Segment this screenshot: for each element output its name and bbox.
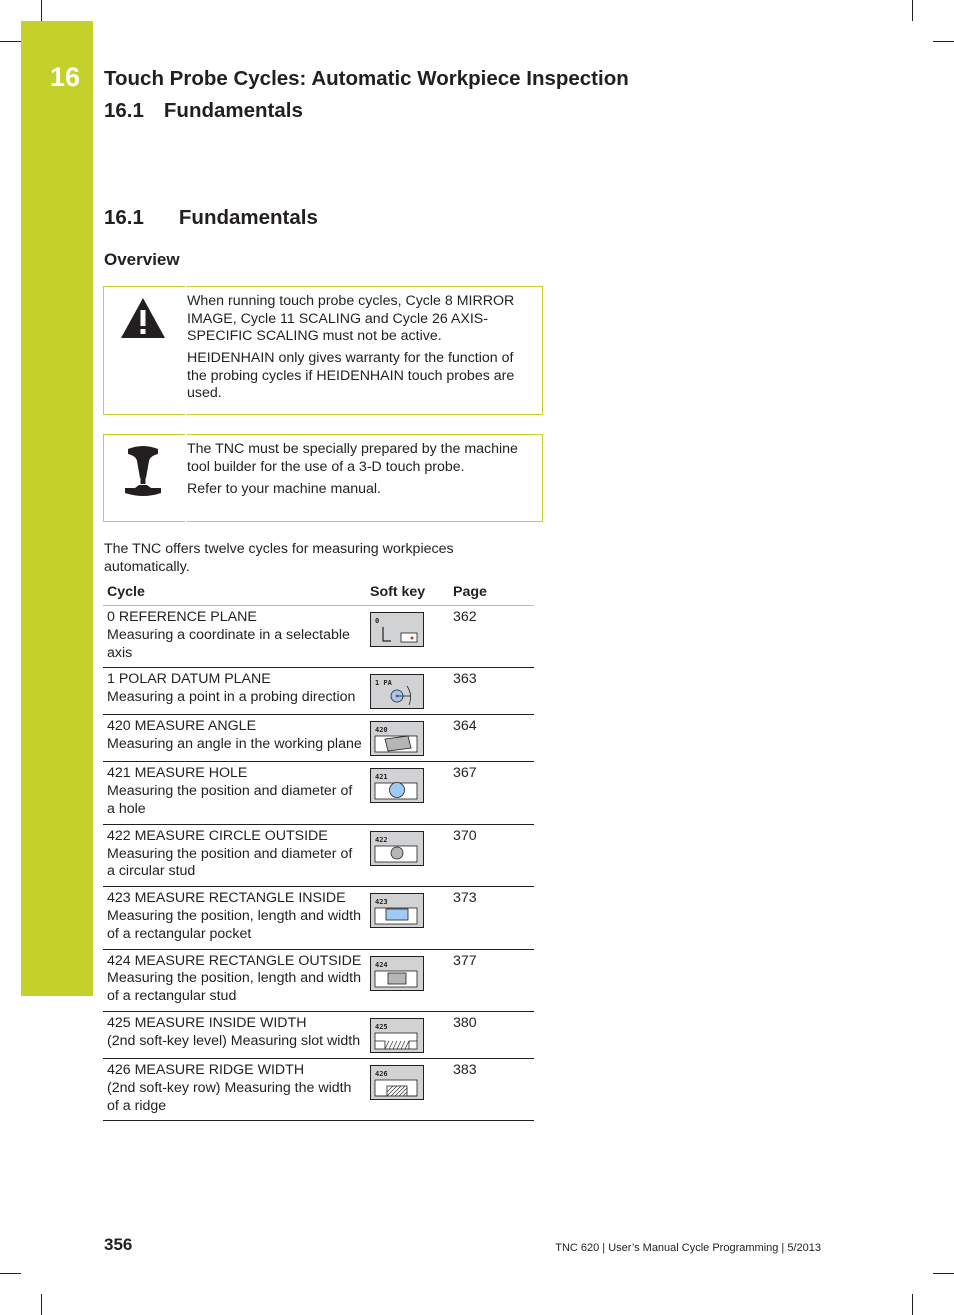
column-header-softkey: Soft key [366,580,449,606]
crop-mark [912,1294,913,1315]
page-cell: 362 [449,606,534,668]
cycle-description: Measuring the position, length and width of a rectangular stud [107,970,361,1005]
cycle-title: 424 MEASURE RECTANGLE OUTSIDE [107,952,362,969]
cycle-cell [103,1011,366,1058]
page-cell: 363 [449,668,534,715]
softkey-measure-angle-button[interactable] [370,721,424,756]
cycle-cell [103,1058,366,1120]
cycle-cell [103,824,366,886]
cycle-title: 420 MEASURE ANGLE [107,718,257,735]
softkey-label: 422 [375,835,388,844]
softkey-measure-rectangle-outside-button[interactable] [370,956,424,991]
page-cell: 370 [449,824,534,886]
crop-mark [41,0,42,21]
cycle-title: 425 MEASURE INSIDE WIDTH [107,1014,307,1031]
softkey-measure-hole-button[interactable] [370,768,424,803]
column-header-page: Page [449,580,534,606]
cycle-cell [103,762,366,824]
cycle-title: 0 REFERENCE PLANE [107,609,257,625]
machine-paragraph: The TNC must be specially prepared by the machine tool builder for the use of a 3-D touch probe. [187,441,518,475]
softkey-reference-plane-button[interactable] [370,612,424,647]
table-row [103,1011,534,1058]
softkey-label: 0 [375,617,380,625]
cycle-cell [103,668,366,715]
crop-mark [41,1294,42,1315]
section-heading [104,206,318,230]
softkey-label: 424 [375,960,388,969]
softkey-cell [366,606,449,668]
crop-mark [0,1273,21,1274]
cycle-description: Measuring the position and diameter of a hole [107,783,353,817]
cycle-cell [103,949,366,1011]
table-row [103,887,534,949]
softkey-measure-ridge-width-button[interactable] [370,1065,424,1100]
page-cell: 373 [449,887,534,949]
footer-text: TNC 620 | User’s Manual Cycle Programming | 5/2013 [555,1242,821,1254]
page-cell: 377 [449,949,534,1011]
cycle-cell [103,606,366,668]
cycle-cell [103,715,366,762]
cycle-description: (2nd soft-key row) Measuring the width of a ridge [107,1079,352,1114]
table-row [103,715,534,762]
cycle-description: Measuring an angle in the working plane [107,736,362,753]
softkey-cell [366,668,449,715]
softkey-label: 426 [375,1069,388,1078]
cycle-title: 422 MEASURE CIRCLE OUTSIDE [107,827,328,844]
machine-paragraph: Refer to your machine manual. [187,480,381,497]
warning-triangle-icon [119,296,167,345]
table-row [103,824,534,886]
softkey-cell [366,1058,449,1120]
column-header-cycle: Cycle [103,580,366,606]
cycle-title: 426 MEASURE RIDGE WIDTH [107,1061,305,1078]
softkey-measure-rectangle-inside-button[interactable] [370,893,424,928]
section-number: 16.1 [104,206,144,229]
section-title: Fundamentals [178,206,318,229]
softkey-label: 421 [375,773,388,782]
softkey-cell [366,715,449,762]
page-cell: 383 [449,1058,534,1120]
cycle-title: 421 MEASURE HOLE [107,765,248,782]
cycle-description: Measuring a point in a probing direction [107,689,356,706]
overview-heading: Overview [104,250,180,269]
softkey-cell [366,949,449,1011]
page-cell: 367 [449,762,534,824]
crop-mark [933,41,954,42]
table-row [103,949,534,1011]
chapter-number: 16 [50,62,81,92]
softkey-label: 425 [375,1022,388,1031]
table-row [103,606,534,668]
softkey-cell [366,824,449,886]
cycles-table [103,580,534,1121]
crop-mark [0,41,21,42]
chapter-side-bar [21,21,93,996]
table-row [103,668,534,715]
softkey-cell [366,1011,449,1058]
warning-note [103,286,543,415]
running-chapter-title: Touch Probe Cycles: Automatic Workpiece Inspection [104,67,629,90]
softkey-polar-datum-plane-button[interactable] [370,674,424,709]
crop-mark [912,0,913,21]
cycle-cell [103,887,366,949]
softkey-cell [366,762,449,824]
softkey-label: 423 [375,898,388,907]
cycle-description: (2nd soft-key level) Measuring slot width [107,1032,361,1049]
table-header-row [103,580,534,606]
cycle-description: Measuring a coordinate in a selectable axis [107,626,350,661]
running-section-number: 16.1 [104,99,144,122]
cycle-title: 1 POLAR DATUM PLANE [107,671,271,688]
softkey-cell [366,887,449,949]
warning-note-text [187,293,532,407]
cycle-description: Measuring the position, length and width of a rectangular pocket [107,907,361,942]
softkey-measure-circle-outside-button[interactable] [370,831,424,866]
crop-mark [933,1273,954,1274]
intro-text: The TNC offers twelve cycles for measuring workpieces automatically. [104,541,454,575]
running-section-title [104,99,303,123]
softkey-label: 1 PA [375,679,392,688]
machine-note-text [187,441,532,503]
page-cell: 364 [449,715,534,762]
page-number: 356 [104,1235,133,1254]
machine-tool-icon [123,445,163,504]
running-section-name: Fundamentals [163,99,303,122]
softkey-measure-inside-width-button[interactable] [370,1018,424,1053]
cycle-title: 423 MEASURE RECTANGLE INSIDE [107,890,346,907]
machine-note [103,434,543,522]
warning-paragraph: When running touch probe cycles, Cycle 8 MIRROR IMAGE, Cycle 11 SCALING and Cycle 26 AXIS-SPECIFIC SCALING must not be active. [187,293,515,344]
table-row [103,1058,534,1120]
cycle-description: Measuring the position and diameter of a circular stud [107,845,353,880]
table-row [103,762,534,824]
softkey-label: 420 [375,726,388,735]
page-cell: 380 [449,1011,534,1058]
warning-paragraph: HEIDENHAIN only gives warranty for the function of the probing cycles if HEIDENHAIN touch probes are used. [187,350,515,401]
